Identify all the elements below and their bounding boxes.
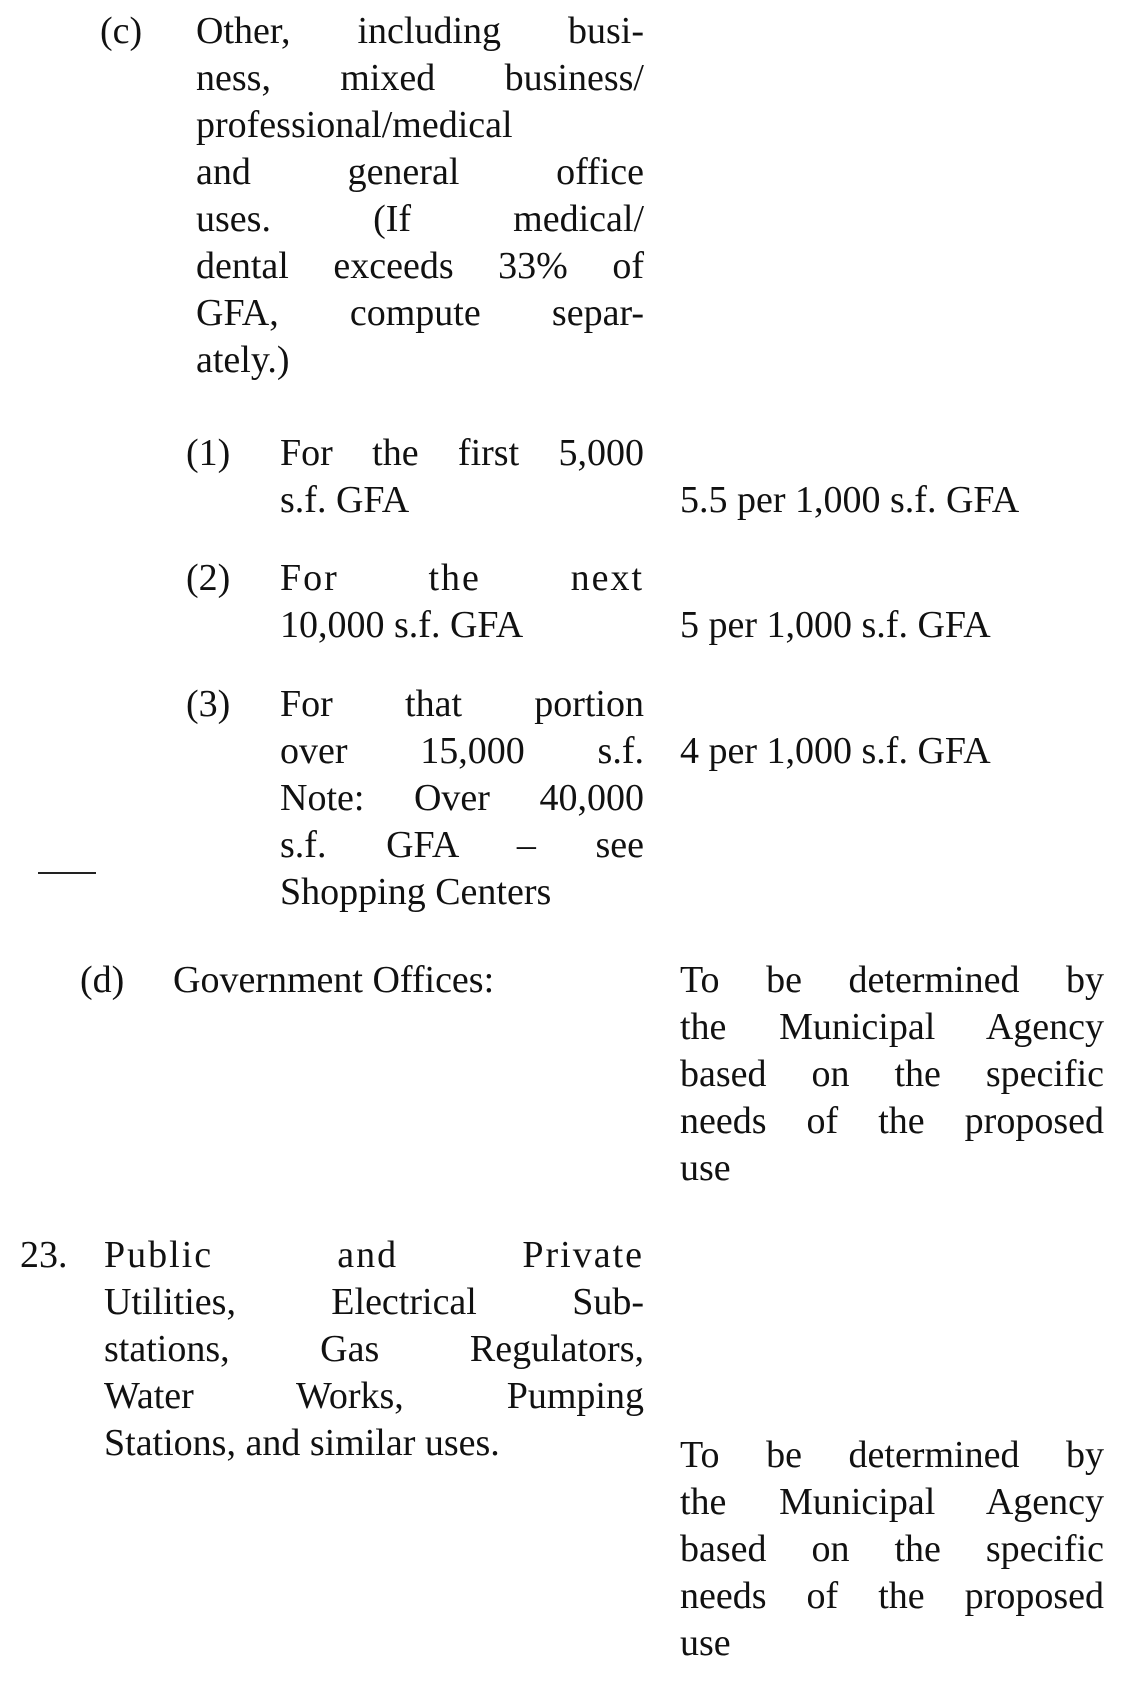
item-d-requirement-line: use — [680, 1147, 731, 1189]
item-23-requirement-line: needs of the proposed — [680, 1575, 1104, 1617]
item-c-line: professional/medical — [196, 104, 513, 146]
item-d-marker: (d) — [80, 959, 125, 1001]
item-d-requirement-line: the Municipal Agency — [680, 1006, 1104, 1048]
item-c-line: dental exceeds 33% of — [196, 245, 644, 287]
item-c-line: uses. (If medical/ — [196, 198, 644, 240]
sub-item-1-marker: (1) — [186, 432, 231, 474]
item-c-marker: (c) — [100, 10, 143, 52]
item-c-line: ately.) — [196, 339, 290, 381]
sub-item-2-marker: (2) — [186, 557, 231, 599]
sub-item-3-requirement: 4 per 1,000 s.f. GFA — [680, 730, 991, 772]
sub-item-1-line: s.f. GFA — [280, 479, 410, 521]
sub-item-2-line: For the next — [280, 557, 644, 599]
sub-item-3-line: s.f. GFA – see — [280, 824, 644, 866]
item-23-line: Utilities, Electrical Sub- — [104, 1281, 644, 1323]
sub-item-2-line: 10,000 s.f. GFA — [280, 604, 524, 646]
sub-item-3-marker: (3) — [186, 683, 231, 725]
sub-item-3-line: Note: Over 40,000 — [280, 777, 644, 819]
margin-dash-mark — [38, 872, 96, 874]
sub-item-3-line: Shopping Centers — [280, 871, 552, 913]
item-23-line: stations, Gas Regulators, — [104, 1328, 644, 1370]
item-c-line: and general office — [196, 151, 644, 193]
item-c-line: ness, mixed business/ — [196, 57, 644, 99]
item-d-requirement-line: based on the specific — [680, 1053, 1104, 1095]
sub-item-3-line: over 15,000 s.f. — [280, 730, 644, 772]
item-23-marker: 23. — [20, 1234, 68, 1276]
sub-item-1-requirement: 5.5 per 1,000 s.f. GFA — [680, 479, 1020, 521]
item-23-requirement-line: the Municipal Agency — [680, 1481, 1104, 1523]
item-23-requirement-line: To be determined by — [680, 1434, 1104, 1476]
item-23-line: Stations, and similar uses. — [104, 1422, 500, 1464]
item-d-requirement-line: To be determined by — [680, 959, 1104, 1001]
item-23-requirement-line: use — [680, 1622, 731, 1664]
item-c-line: GFA, compute separ- — [196, 292, 644, 334]
item-c-line: Other, including busi- — [196, 10, 644, 52]
item-23-requirement-line: based on the specific — [680, 1528, 1104, 1570]
item-23-line: Public and Private — [104, 1234, 644, 1276]
sub-item-3-line: For that portion — [280, 683, 644, 725]
item-d-requirement-line: needs of the proposed — [680, 1100, 1104, 1142]
item-23-line: Water Works, Pumping — [104, 1375, 644, 1417]
sub-item-1-line: For the first 5,000 — [280, 432, 644, 474]
item-d-label: Government Offices: — [173, 959, 495, 1001]
sub-item-2-requirement: 5 per 1,000 s.f. GFA — [680, 604, 991, 646]
